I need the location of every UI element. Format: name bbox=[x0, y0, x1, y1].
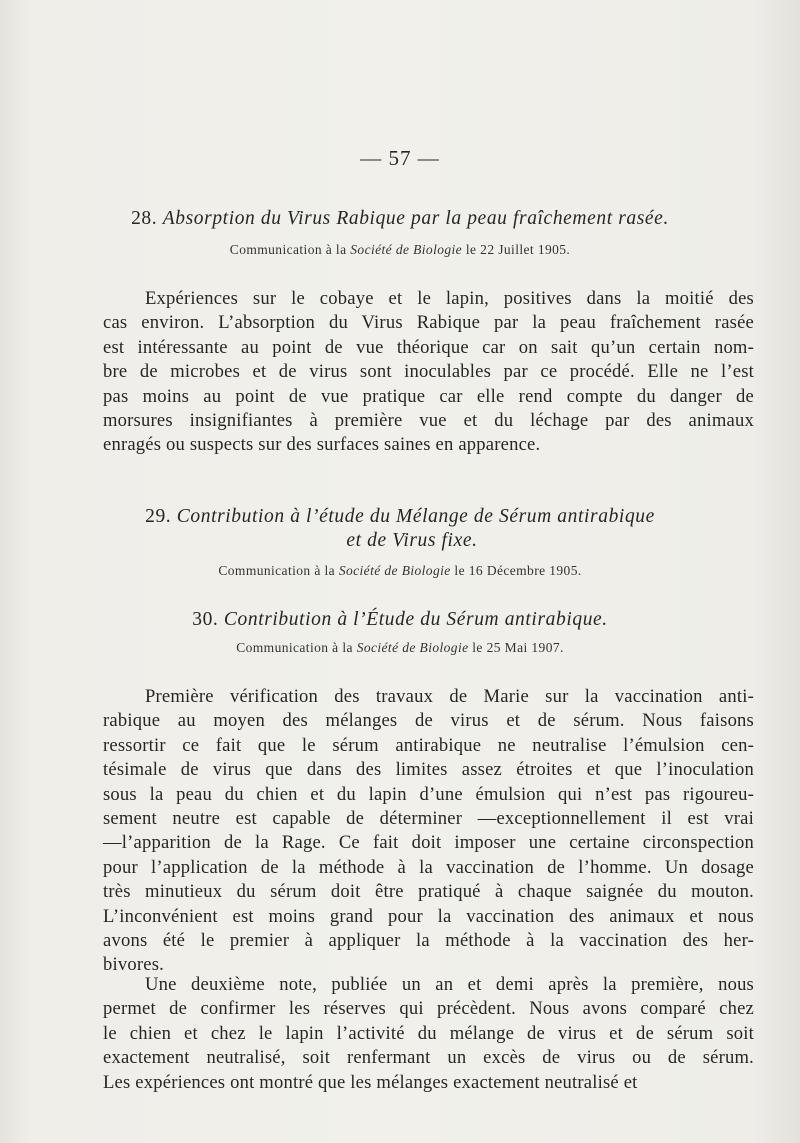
text-line: morsures insignifiantes à première vue et du léchage par des animaux bbox=[103, 410, 754, 432]
entry-30-number: 30. bbox=[192, 609, 219, 630]
entry-28-title-text: Absorption du Virus Rabique par la peau fraîchement rasée. bbox=[162, 208, 669, 229]
text-line: Première vérification des travaux de Marie sur la vaccination anti- bbox=[145, 686, 754, 707]
text-line: pour l’application de la méthode à la vaccination de l’homme. Un dosage bbox=[103, 856, 754, 878]
text-line: pas moins au point de vue pratique car elle rend compte du danger de bbox=[103, 385, 754, 407]
entry-30-comm-date: le 25 Mai 1907. bbox=[472, 640, 564, 655]
entry-29-comm-society: Société de Biologie bbox=[338, 563, 451, 578]
entry-28-comm-society: Société de Biologie bbox=[350, 242, 463, 257]
entry-29-comm-prefix: Communication à la bbox=[218, 563, 336, 578]
entry-30-communication bbox=[0, 640, 800, 656]
text-line: tésimale de virus que dans des limites assez étroites et que l’inoculation bbox=[103, 759, 754, 781]
text-line: enragés ou suspects sur des surfaces saines en apparence. bbox=[103, 434, 541, 456]
entry-30-paragraph-2 bbox=[103, 973, 754, 1095]
text-line: est intéressante au point de vue théorique car on sait qu’un certain nom- bbox=[103, 336, 754, 358]
entry-30-comm-prefix: Communication à la bbox=[236, 640, 353, 655]
entry-29-title-text-1: Contribution à l’étude du Mélange de Sérum antirabique bbox=[176, 506, 655, 527]
entry-29-title-text-2: et de Virus fixe. bbox=[346, 530, 478, 551]
text-line: bivores. bbox=[103, 954, 164, 976]
entry-30-title-text: Contribution à l’Étude du Sérum antirabique. bbox=[223, 609, 608, 630]
text-line: Expériences sur le cobaye et le lapin, positives dans la moitié des bbox=[145, 288, 754, 309]
entry-29-title-line2 bbox=[0, 530, 800, 552]
text-line: exactement neutralisé, soit renfermant un excès de virus ou de sérum. bbox=[103, 1047, 754, 1069]
text-line: bre de microbes et de virus sont inoculables par ce procédé. Elle ne l’est bbox=[103, 361, 754, 383]
entry-28-communication bbox=[0, 242, 800, 258]
text-line: avons été le premier à appliquer la méthode à la vaccination des her- bbox=[103, 930, 754, 952]
text-line: sement neutre est capable de déterminer —exceptionnellement il est vrai bbox=[103, 808, 754, 830]
entry-30-comm-society: Société de Biologie bbox=[356, 640, 469, 655]
text-line: L’inconvénient est moins grand pour la vaccination des animaux et nous bbox=[103, 905, 754, 927]
text-line: Une deuxième note, publiée un an et demi après la première, nous bbox=[145, 974, 754, 995]
entry-29-communication bbox=[0, 563, 800, 579]
entry-30-paragraph-1 bbox=[103, 685, 754, 978]
entry-28-comm-date: le 22 Juillet 1905. bbox=[465, 242, 571, 257]
entry-29-comm-date: le 16 Décembre 1905. bbox=[454, 563, 582, 578]
text-line: rabique au moyen des mélanges de virus et de sérum. Nous faisons bbox=[103, 710, 754, 732]
text-line: permet de confirmer les réserves qui précèdent. Nous avons comparé chez bbox=[103, 998, 754, 1020]
entry-29-title-line1 bbox=[0, 506, 800, 528]
text-line: Les expériences ont montré que les mélanges exactement neutralisé et bbox=[103, 1071, 638, 1093]
entry-28-paragraph bbox=[103, 287, 754, 458]
text-line: cas environ. L’absorption du Virus Rabique par la peau fraîchement rasée bbox=[103, 312, 754, 334]
text-line: le chien et chez le lapin l’activité du mélange de virus et de sérum soit bbox=[103, 1022, 754, 1044]
text-line: très minutieux du sérum doit être pratiqué à chaque saignée du mouton. bbox=[103, 881, 754, 903]
entry-28-comm-prefix: Communication à la bbox=[229, 242, 347, 257]
entry-28-title bbox=[0, 208, 800, 230]
entry-30-title bbox=[0, 609, 800, 631]
text-line: —l’apparition de la Rage. Ce fait doit imposer une certaine circonspection bbox=[103, 832, 754, 854]
text-line: ressortir ce fait que le sérum antirabique ne neutralise l’émulsion cen- bbox=[103, 734, 754, 756]
page-number: — 57 — bbox=[360, 146, 440, 170]
entry-29-number: 29. bbox=[145, 506, 172, 527]
text-line: sous la peau du chien et du lapin d’une émulsion qui n’est pas rigoureu- bbox=[103, 783, 754, 805]
entry-28-number: 28. bbox=[131, 208, 158, 229]
